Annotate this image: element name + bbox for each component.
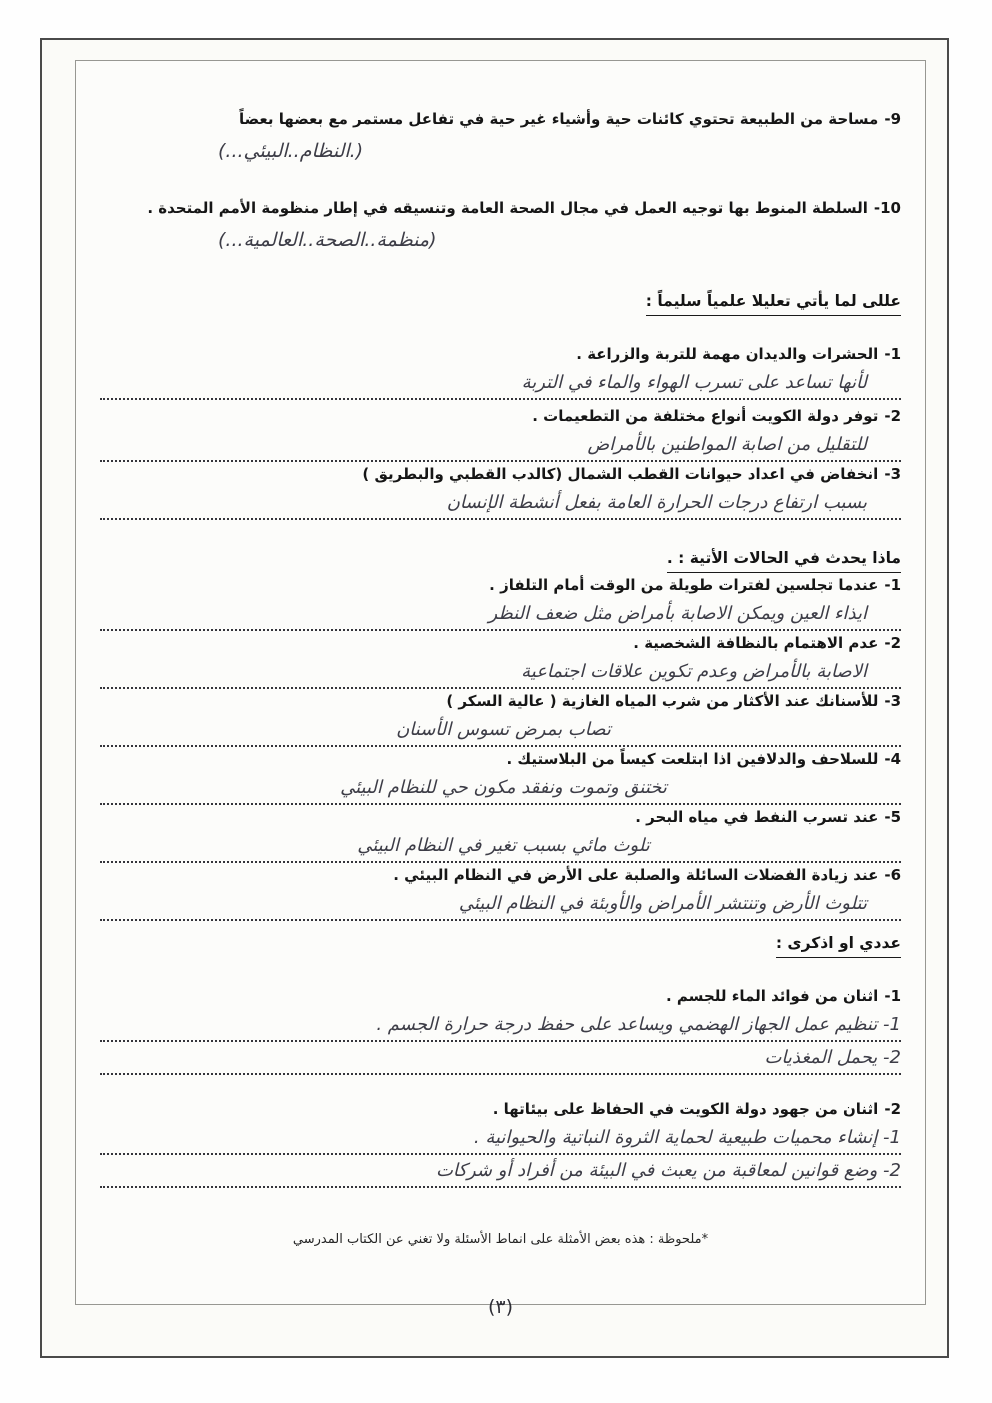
- handwritten-answer-line: بسبب ارتفاع درجات الحرارة العامة بفعل أنشطة الإنسان: [100, 487, 901, 520]
- question-number: 5-: [884, 808, 901, 826]
- question-text: [100, 747, 901, 772]
- scanned-page: [40, 38, 949, 1358]
- section-heading: عللى لما يأتي تعليلا علمياً سليماً :: [100, 289, 901, 316]
- question-body: انخفاض في اعداد حيوانات القطب الشمال (كالدب القطبي والبطريق ): [362, 465, 879, 483]
- question-body: عدم الاهتمام بالنظافة الشخصية .: [633, 634, 879, 652]
- question-item: [100, 747, 901, 805]
- question-body: عند تسرب النفط في مياه البحر .: [635, 808, 879, 826]
- question-text: [100, 107, 901, 132]
- question-text: [100, 573, 901, 598]
- question-body: اثنان من جهود دولة الكويت في الحفاظ على بيئاتها .: [492, 1100, 879, 1118]
- question-item: [100, 404, 901, 462]
- question-number: 6-: [884, 866, 901, 884]
- question-number: 3-: [884, 692, 901, 710]
- handwritten-answer-line: تختنق وتموت ونفقد مكون حي للنظام البيئي: [100, 772, 901, 805]
- handwritten-answer-line: لأنها تساعد على تسرب الهواء والماء في التربة: [100, 367, 901, 400]
- question-body: للسلاحف والدلافين اذا ابتلعت كيساً من البلاستيك .: [506, 750, 879, 768]
- section-heading: عددي او اذكرى :: [100, 931, 901, 958]
- handwritten-answer-line: للتقليل من اصابة المواطنين بالأمراض: [100, 429, 901, 462]
- question-text: [100, 342, 901, 367]
- question-body: عندما تجلسين لفترات طويلة من الوقت أمام التلفاز .: [489, 576, 879, 594]
- question-item: [100, 805, 901, 863]
- question-body: الحشرات والديدان مهمة للتربة والزراعة .: [576, 345, 879, 363]
- definition-item: [100, 107, 901, 170]
- question-number: 9-: [884, 110, 901, 128]
- question-item: [100, 863, 901, 921]
- question-text: [100, 631, 901, 656]
- question-item: [100, 1097, 901, 1188]
- handwritten-answer-line: تتلوث الأرض وتنتشر الأمراض والأوبئة في النظام البيئي: [100, 888, 901, 921]
- question-text: [100, 863, 901, 888]
- question-number: 3-: [884, 465, 901, 483]
- question-text: [100, 196, 901, 221]
- question-body: عند زيادة الفضلات السائلة والصلبة على الأرض في النظام البيئي .: [393, 866, 879, 884]
- question-body: اثنان من فوائد الماء للجسم .: [666, 987, 879, 1005]
- question-number: 2-: [884, 1100, 901, 1118]
- handwritten-answer-line: 2- وضع قوانين لمعاقبة من يعبث في البيئة من أفراد أو شركات: [100, 1155, 901, 1188]
- question-body: للأسنانك عند الأكثار من شرب المياه الغازية ( عالية السكر ): [446, 692, 879, 710]
- question-body: السلطة المنوط بها توجيه العمل في مجال الصحة العامة وتنسيقه في إطار منظومة الأمم المتحدة .: [147, 199, 868, 217]
- question-number: 10-: [873, 199, 901, 217]
- question-item: [100, 984, 901, 1075]
- page-inner-border: [75, 60, 926, 1318]
- question-number: 1-: [884, 987, 901, 1005]
- footer-note: *ملحوظة : هذه بعض الأمثلة على انماط الأسئلة ولا تغني عن الكتاب المدرسي: [292, 1232, 709, 1247]
- question-number: 2-: [884, 407, 901, 425]
- question-number: 4-: [884, 750, 901, 768]
- definition-item: [100, 196, 901, 259]
- question-item: [100, 631, 901, 689]
- handwritten-answer-line: 1- تنظيم عمل الجهاز الهضمي ويساعد على حفظ درجة حرارة الجسم .: [100, 1009, 901, 1042]
- question-item: [100, 573, 901, 631]
- question-number: 1-: [884, 576, 901, 594]
- handwritten-answer-line: الاصابة بالأمراض وعدم تكوين علاقات اجتماعية: [100, 656, 901, 689]
- handwritten-answer-line: 1- إنشاء محميات طبيعية لحماية الثروة النباتية والحيوانية .: [100, 1122, 901, 1155]
- page-number: (٣): [487, 1296, 514, 1318]
- section-heading: ماذا يحدث في الحالات الأتية : .: [100, 546, 901, 573]
- question-body: توفر دولة الكويت أنواع مختلفة من التطعيمات .: [532, 407, 879, 425]
- handwritten-answer-line: تصاب بمرض تسوس الأسنان: [100, 714, 901, 747]
- question-number: 1-: [884, 345, 901, 363]
- question-body: مساحة من الطبيعة تحتوي كائنات حية وأشياء غير حية في تفاعل مستمر مع بعضها بعضاً: [238, 110, 879, 128]
- question-text: [100, 462, 901, 487]
- handwritten-answer-line: ايذاء العين ويمكن الاصابة بأمراض مثل ضعف النظر: [100, 598, 901, 631]
- question-text: [100, 1097, 901, 1122]
- page-content: [76, 61, 925, 1304]
- question-text: [100, 984, 901, 1009]
- handwritten-answer: (.النظام..البيئي...): [218, 140, 364, 162]
- question-text: [100, 805, 901, 830]
- handwritten-answer-line: 2- يحمل المغذيات: [100, 1042, 901, 1075]
- question-item: [100, 689, 901, 747]
- question-item: [100, 342, 901, 400]
- handwritten-answer-line: تلوث مائي بسبب تغير في النظام البيئي: [100, 830, 901, 863]
- question-text: [100, 689, 901, 714]
- question-text: [100, 404, 901, 429]
- handwritten-answer: (منظمة..الصحة..العالمية...): [218, 229, 437, 251]
- question-number: 2-: [884, 634, 901, 652]
- question-item: [100, 462, 901, 520]
